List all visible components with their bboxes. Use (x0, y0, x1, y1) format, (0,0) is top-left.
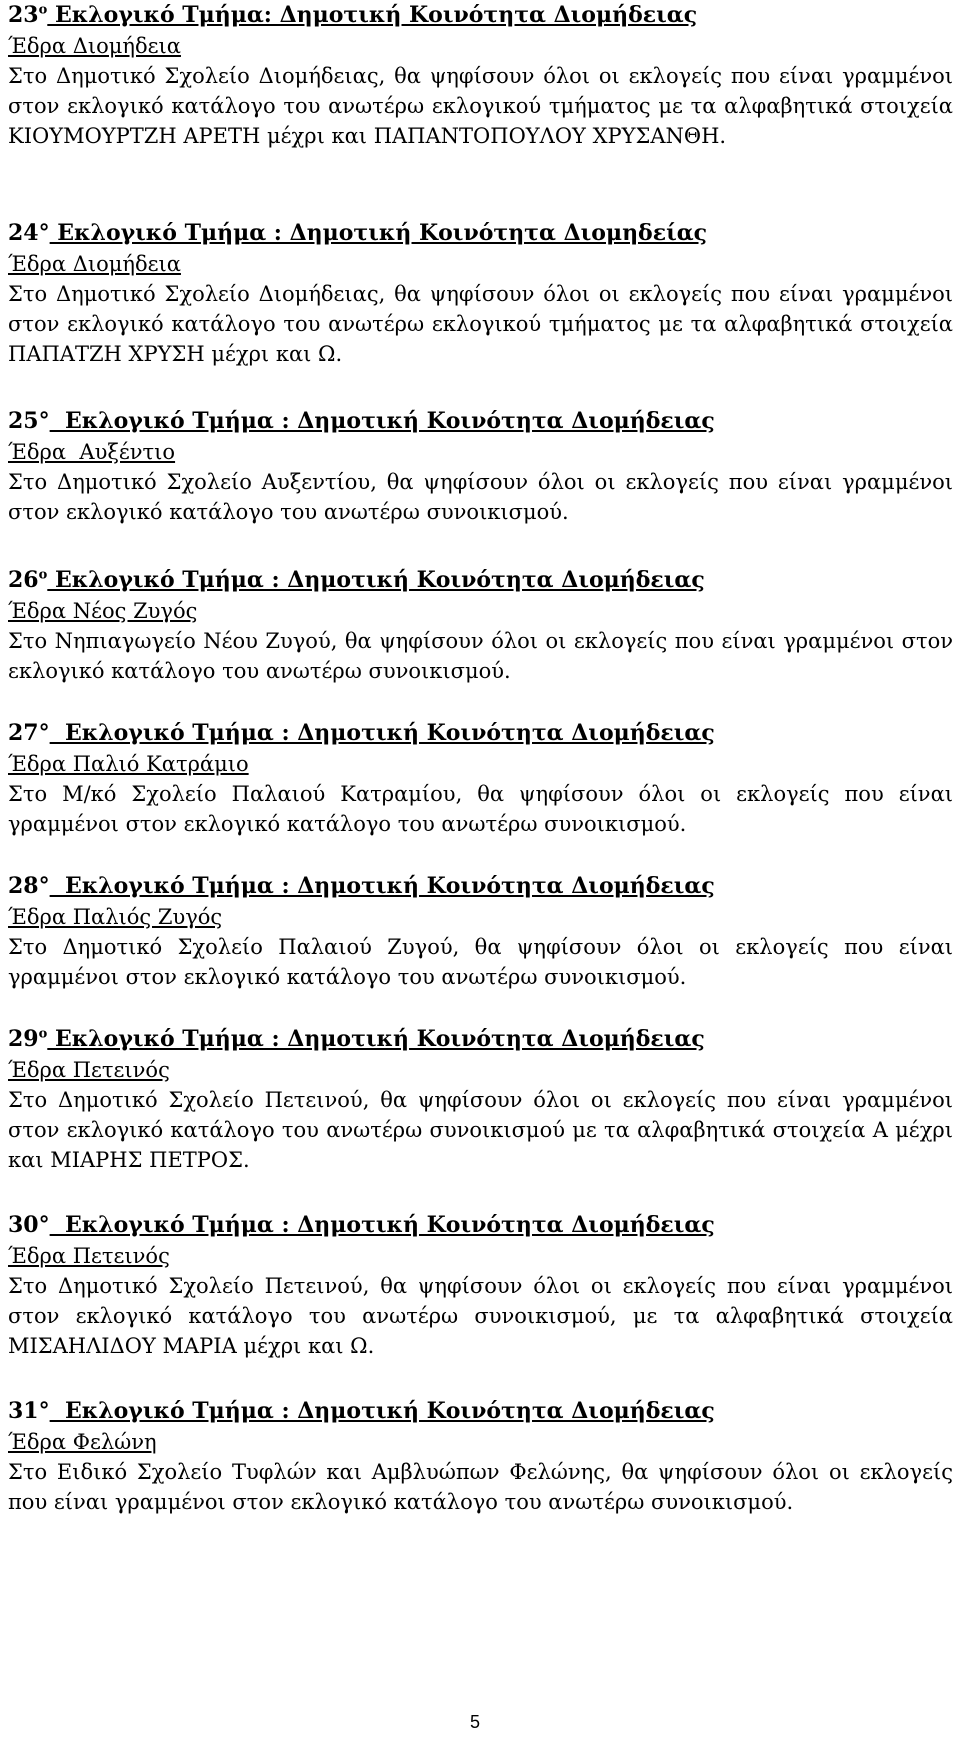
section-heading (8, 718, 953, 749)
section-title: Εκλογικό Τμήμα : Δημοτική Κοινότητα Διομήδειας (49, 1212, 715, 1238)
section-seat: Έδρα Παλιό Κατράμιο (8, 752, 249, 776)
section-26 (8, 565, 953, 686)
section-number: 24° (8, 220, 50, 246)
section-seat: Έδρα Διομήδεια (8, 34, 181, 58)
section-heading (8, 1210, 953, 1241)
section-seat: Έδρα Αυξέντιο (8, 440, 176, 464)
section-number: 30° (8, 1212, 50, 1238)
section-seat: Έδρα Πετεινός (8, 1058, 170, 1082)
section-text: Στο Δημοτικό Σχολείο Πετεινού, θα ψηφίσουν όλοι οι εκλογείς που είναι γραμμένοι στον εκλογικό κατάλογο του ανωτέρω συνοικισμού με τα αλφαβητικά στοιχεία Α μέχρι και ΜΙΑΡΗΣ ΠΕΤΡΟΣ. (8, 1088, 953, 1172)
section-title: Εκλογικό Τμήμα: Δημοτική Κοινότητα Διομήδειας (47, 2, 698, 28)
section-number: 25° (8, 408, 50, 434)
section-seat: Έδρα Φελώνη (8, 1430, 157, 1454)
section-27 (8, 718, 953, 839)
section-number: 31° (8, 1398, 50, 1424)
section-text: Στο Δημοτικό Σχολείο Παλαιού Ζυγού, θα ψηφίσουν όλοι οι εκλογείς που είναι γραμμένοι στον εκλογικό κατάλογο του ανωτέρω συνοικισμού. (8, 935, 953, 989)
section-text: Στο Δημοτικό Σχολείο Πετεινού, θα ψηφίσουν όλοι οι εκλογείς που είναι γραμμένοι στον εκλογικό κατάλογο του ανωτέρω συνοικισμού, με τα αλφαβητικά στοιχεία ΜΙΣΑΗΛΙΔΟΥ ΜΑΡΙΑ μέχρι και Ω. (8, 1274, 953, 1358)
section-25 (8, 406, 953, 527)
section-heading (8, 871, 953, 902)
page-footer (0, 1712, 960, 1732)
section-text: Στο Δημοτικό Σχολείο Διομήδειας, θα ψηφίσουν όλοι οι εκλογείς που είναι γραμμένοι στον εκλογικό κατάλογο του ανωτέρω εκλογικού τμήματος με τα αλφαβητικά στοιχεία ΠΑΠΑΤΖΗ ΧΡΥΣΗ μέχρι και Ω. (8, 282, 953, 366)
section-number: 26 (8, 567, 39, 593)
section-text: Στο Δημοτικό Σχολείο Αυξεντίου, θα ψηφίσουν όλοι οι εκλογείς που είναι γραμμένοι στον εκλογικό κατάλογο του ανωτέρω συνοικισμού. (8, 470, 953, 524)
section-30 (8, 1210, 953, 1361)
section-seat: Έδρα Νέος Ζυγός (8, 599, 198, 623)
section-number: 23 (8, 2, 39, 28)
section-heading (8, 406, 953, 437)
section-number-suffix: ο (38, 567, 48, 583)
section-number-suffix: ο (38, 2, 48, 18)
page-number: 5 (469, 1712, 480, 1732)
section-28 (8, 871, 953, 992)
section-title: Εκλογικό Τμήμα : Δημοτική Κοινότητα Διομήδειας (49, 408, 715, 434)
section-23 (8, 0, 953, 151)
section-title: Εκλογικό Τμήμα : Δημοτική Κοινότητα Διομήδειας (49, 873, 715, 899)
section-number: 27° (8, 720, 50, 746)
section-number-suffix: ο (38, 1026, 48, 1042)
section-heading (8, 1396, 953, 1427)
section-heading (8, 565, 953, 596)
section-seat: Έδρα Παλιός Ζυγός (8, 905, 223, 929)
section-title: Εκλογικό Τμήμα : Δημοτική Κοινότητα Διομήδειας (47, 567, 705, 593)
section-number: 28° (8, 873, 50, 899)
section-title: Εκλογικό Τμήμα : Δημοτική Κοινότητα Διομήδειας (49, 720, 715, 746)
section-24 (8, 218, 953, 369)
section-text: Στο Ειδικό Σχολείο Τυφλών και Αμβλυώπων Φελώνης, θα ψηφίσουν όλοι οι εκλογείς που είναι γραμμένοι στον εκλογικό κατάλογο του ανωτέρω συνοικισμού. (8, 1460, 953, 1514)
section-number: 29 (8, 1026, 39, 1052)
section-seat: Έδρα Πετεινός (8, 1244, 170, 1268)
section-title: Εκλογικό Τμήμα : Δημοτική Κοινότητα Διομήδειας (49, 1398, 715, 1424)
section-text: Στο Νηπιαγωγείο Νέου Ζυγού, θα ψηφίσουν όλοι οι εκλογείς που είναι γραμμένοι στον εκλογικό κατάλογο του ανωτέρω συνοικισμού. (8, 629, 953, 683)
section-heading (8, 218, 953, 249)
section-heading (8, 1024, 953, 1055)
section-title: Εκλογικό Τμήμα : Δημοτική Κοινότητα Διομήδειας (47, 1026, 705, 1052)
section-text: Στο Δημοτικό Σχολείο Διομήδειας, θα ψηφίσουν όλοι οι εκλογείς που είναι γραμμένοι στον εκλογικό κατάλογο του ανωτέρω εκλογικού τμήματος με τα αλφαβητικά στοιχεία ΚΙΟΥΜΟΥΡΤΖΗ ΑΡΕΤΗ μέχρι και ΠΑΠΑΝΤΟΠΟΥΛΟΥ ΧΡΥΣΑΝΘΗ. (8, 64, 953, 148)
section-title: Εκλογικό Τμήμα : Δημοτική Κοινότητα Διομηδείας (49, 220, 708, 246)
section-heading (8, 0, 953, 31)
section-29 (8, 1024, 953, 1175)
section-text: Στο Μ/κό Σχολείο Παλαιού Κατραμίου, θα ψηφίσουν όλοι οι εκλογείς που είναι γραμμένοι στον εκλογικό κατάλογο του ανωτέρω συνοικισμού. (8, 782, 953, 836)
section-seat: Έδρα Διομήδεια (8, 252, 181, 276)
section-31 (8, 1396, 953, 1517)
